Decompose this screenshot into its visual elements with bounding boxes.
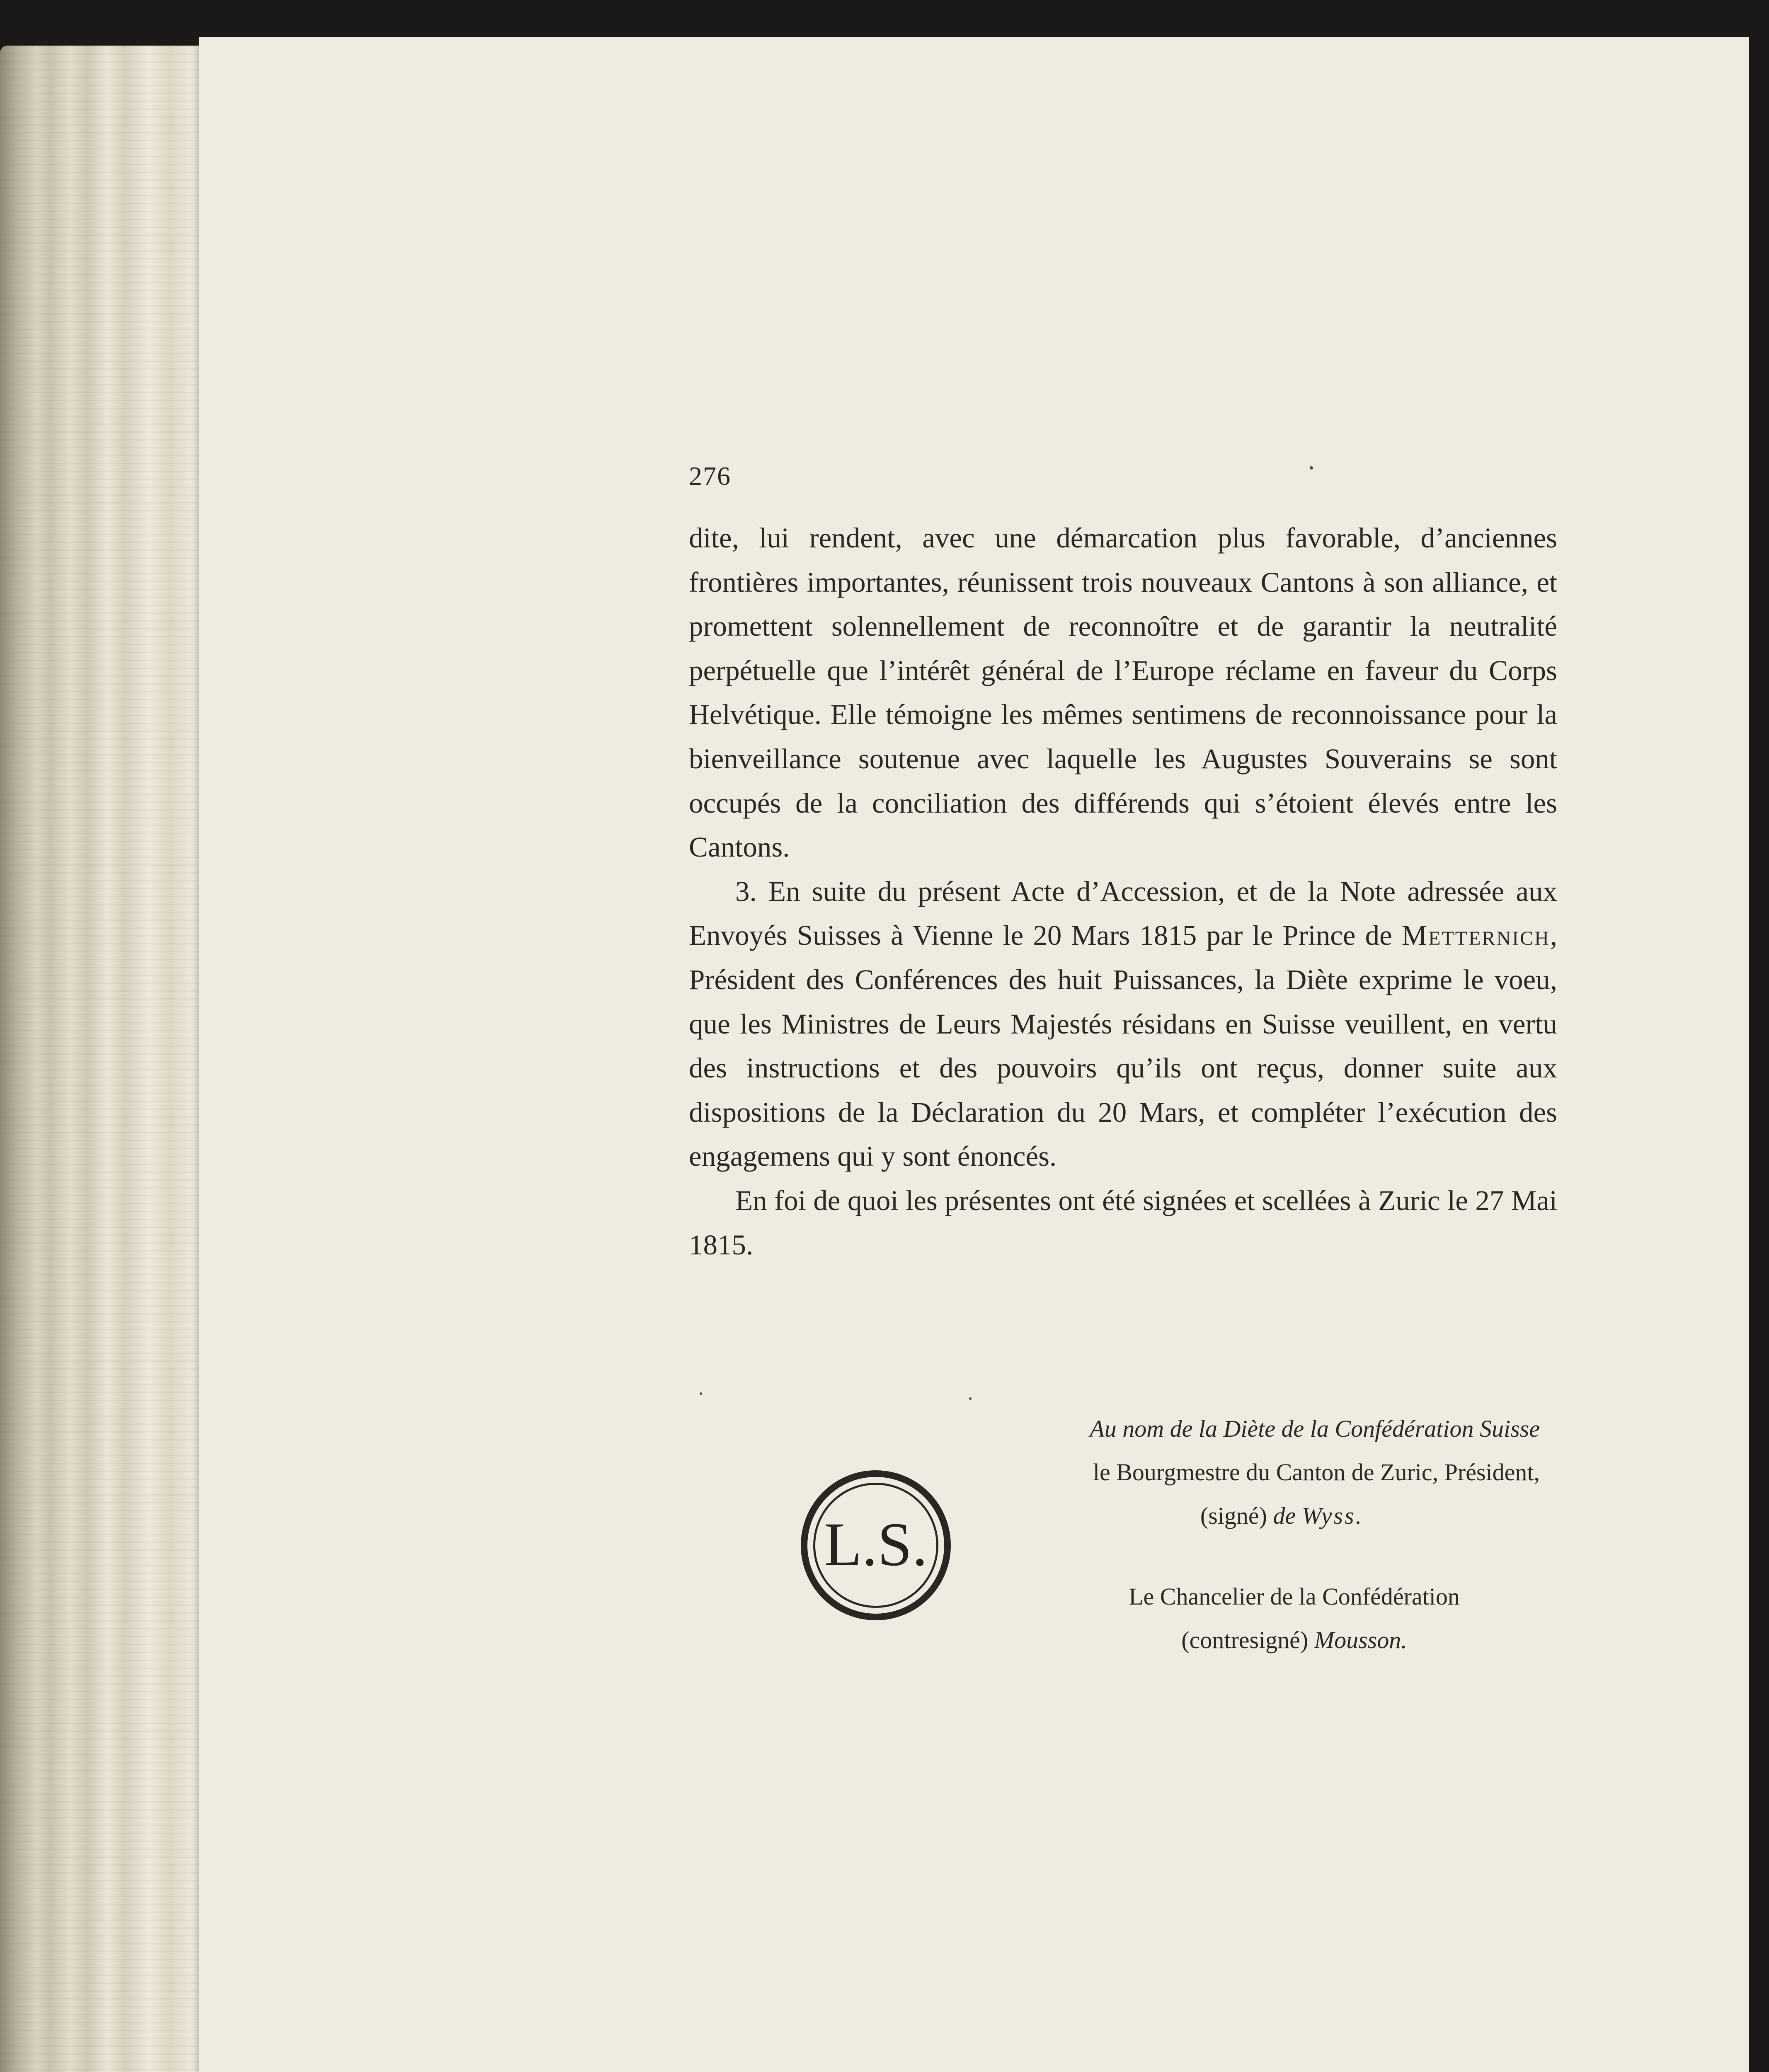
metternich-name: Metternich	[1401, 920, 1550, 951]
seal-stamp	[801, 1470, 951, 1620]
signatory-name: Wyss.	[1301, 1502, 1364, 1529]
seal-label: L.S.	[824, 1510, 928, 1579]
paragraph-2	[689, 869, 1557, 1179]
signature-block	[924, 1407, 1540, 1662]
ink-speck	[969, 1397, 972, 1400]
body-text	[689, 516, 1557, 1267]
countersigned-label: (contresigné)	[1181, 1627, 1309, 1653]
signature-heading: Au nom de la Diète de la Confédération Suisse	[1090, 1415, 1540, 1442]
chancellor-title: Le Chancelier de la Confédération	[1129, 1583, 1460, 1610]
paragraph-3: En foi de quoi les présentes ont été signées et scellées à Zuric le 27 Mai 1815.	[689, 1184, 1557, 1261]
spacer	[924, 1537, 1540, 1575]
signatory-title: le Bourgmestre du Canton de Zuric, Président,	[1093, 1459, 1540, 1486]
signed-wyss	[924, 1494, 1540, 1537]
countersigned-mousson	[924, 1618, 1540, 1662]
ink-speck	[700, 1392, 702, 1395]
paragraph-2-end: , Président des Conférences des huit Puissances, la Diète exprime le voeu, que les Ministres de Leurs Majestés résidans en Suisse veuillent, en vertu des instructions et des pouvoirs qu’ils ont reçus, donner suite aux dispositions de la Déclaration du 20 Mars, et compléter l’exécution des engagemens qui y sont énoncés.	[689, 920, 1557, 1172]
page-edges	[0, 46, 232, 2072]
chancellor-name: Mousson.	[1314, 1627, 1407, 1653]
paragraph-1: dite, lui rendent, avec une démarcation plus favorable, d’anciennes frontières importantes, réunissent trois nouveaux Cantons à son alliance, et promettent solennellement de reconnoître et de garantir la neutralité perpétuelle que l’intérêt général de l’Europe réclame en faveur du Corps Helvétique. Elle témoigne les mêmes sentimens de reconnoissance pour la bienveillance soutenue avec laquelle les Augustes Souverains se sont occupés de la conciliation des différends qui s’étoient élevés entre les Cantons.	[689, 522, 1557, 863]
ink-speck	[1310, 466, 1313, 470]
signed-particle: de	[1273, 1502, 1296, 1529]
paragraph-2-start: 3. En suite du présent Acte d’Accession, et de la Note adressée aux Envoyés Suisses à Vienne le 20 Mars 1815 par le Prince de	[689, 875, 1557, 951]
signed-label: (signé)	[1200, 1502, 1267, 1529]
page-number: 276	[689, 461, 731, 491]
